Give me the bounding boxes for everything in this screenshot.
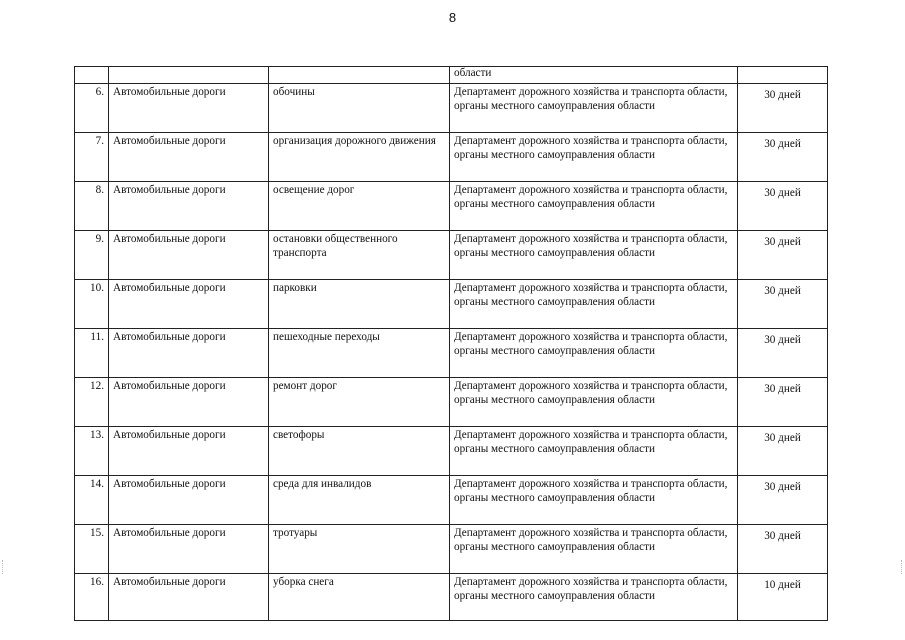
page-number: 8 [448,10,457,25]
cell-organization: Департамент дорожного хозяйства и транспорта области, органы местного самоуправления области [450,476,738,525]
cell-number: 16. [75,574,109,621]
cell-number: 9. [75,231,109,280]
cell-subject: освещение дорог [269,182,450,231]
cell-subject: обочины [269,84,450,133]
cell-organization: Департамент дорожного хозяйства и транспорта области, органы местного самоуправления области [450,378,738,427]
cell-organization: Департамент дорожного хозяйства и транспорта области, органы местного самоуправления области [450,231,738,280]
cell-sphere [109,67,269,84]
cell-subject: среда для инвалидов [269,476,450,525]
cell-number: 11. [75,329,109,378]
cell-subject: парковки [269,280,450,329]
cell-organization: Департамент дорожного хозяйства и транспорта области, органы местного самоуправления области [450,84,738,133]
cell-subject: организация дорожного движения [269,133,450,182]
cell-subject: уборка снега [269,574,450,621]
cell-term: 30 дней [738,133,828,182]
cell-number: 8. [75,182,109,231]
cell-term: 30 дней [738,476,828,525]
cell-term: 30 дней [738,280,828,329]
cell-term: 30 дней [738,231,828,280]
table-row-carryover [75,67,828,84]
cell-subject [269,67,450,84]
cell-organization: Департамент дорожного хозяйства и транспорта области, органы местного самоуправления области [450,427,738,476]
cell-sphere: Автомобильные дороги [109,84,269,133]
cell-sphere: Автомобильные дороги [109,133,269,182]
cell-number: 7. [75,133,109,182]
services-table [74,66,828,621]
cell-organization: Департамент дорожного хозяйства и транспорта области, органы местного самоуправления области [450,182,738,231]
cell-term: 10 дней [738,574,828,621]
table-row [75,329,828,378]
cell-sphere: Автомобильные дороги [109,476,269,525]
cell-sphere: Автомобильные дороги [109,525,269,574]
cell-organization: области [450,67,738,84]
cell-sphere: Автомобильные дороги [109,280,269,329]
cell-number: 14. [75,476,109,525]
cell-subject: светофоры [269,427,450,476]
table-row [75,476,828,525]
table-row [75,133,828,182]
cell-sphere: Автомобильные дороги [109,329,269,378]
scan-edge-mark-left [2,560,4,574]
cell-number: 13. [75,427,109,476]
cell-organization: Департамент дорожного хозяйства и транспорта области, органы местного самоуправления области [450,574,738,621]
cell-term [738,67,828,84]
table-row [75,231,828,280]
cell-subject: ремонт дорог [269,378,450,427]
cell-subject: тротуары [269,525,450,574]
cell-organization: Департамент дорожного хозяйства и транспорта области, органы местного самоуправления области [450,525,738,574]
cell-number: 15. [75,525,109,574]
cell-term: 30 дней [738,84,828,133]
table-row [75,182,828,231]
table-row [75,378,828,427]
table-body [75,67,828,621]
cell-number: 10. [75,280,109,329]
table-row [75,84,828,133]
table-row [75,574,828,621]
cell-subject: пешеходные переходы [269,329,450,378]
cell-number [75,67,109,84]
cell-term: 30 дней [738,329,828,378]
cell-sphere: Автомобильные дороги [109,378,269,427]
table-row [75,427,828,476]
table-row [75,525,828,574]
cell-number: 6. [75,84,109,133]
cell-organization: Департамент дорожного хозяйства и транспорта области, органы местного самоуправления области [450,329,738,378]
cell-sphere: Автомобильные дороги [109,182,269,231]
table-row [75,280,828,329]
cell-term: 30 дней [738,182,828,231]
cell-subject: остановки общественного транспорта [269,231,450,280]
scan-edge-mark-right [901,560,903,574]
cell-organization: Департамент дорожного хозяйства и транспорта области, органы местного самоуправления области [450,280,738,329]
cell-organization: Департамент дорожного хозяйства и транспорта области, органы местного самоуправления области [450,133,738,182]
cell-term: 30 дней [738,427,828,476]
cell-sphere: Автомобильные дороги [109,574,269,621]
cell-number: 12. [75,378,109,427]
cell-term: 30 дней [738,525,828,574]
cell-term: 30 дней [738,378,828,427]
cell-sphere: Автомобильные дороги [109,427,269,476]
cell-sphere: Автомобильные дороги [109,231,269,280]
